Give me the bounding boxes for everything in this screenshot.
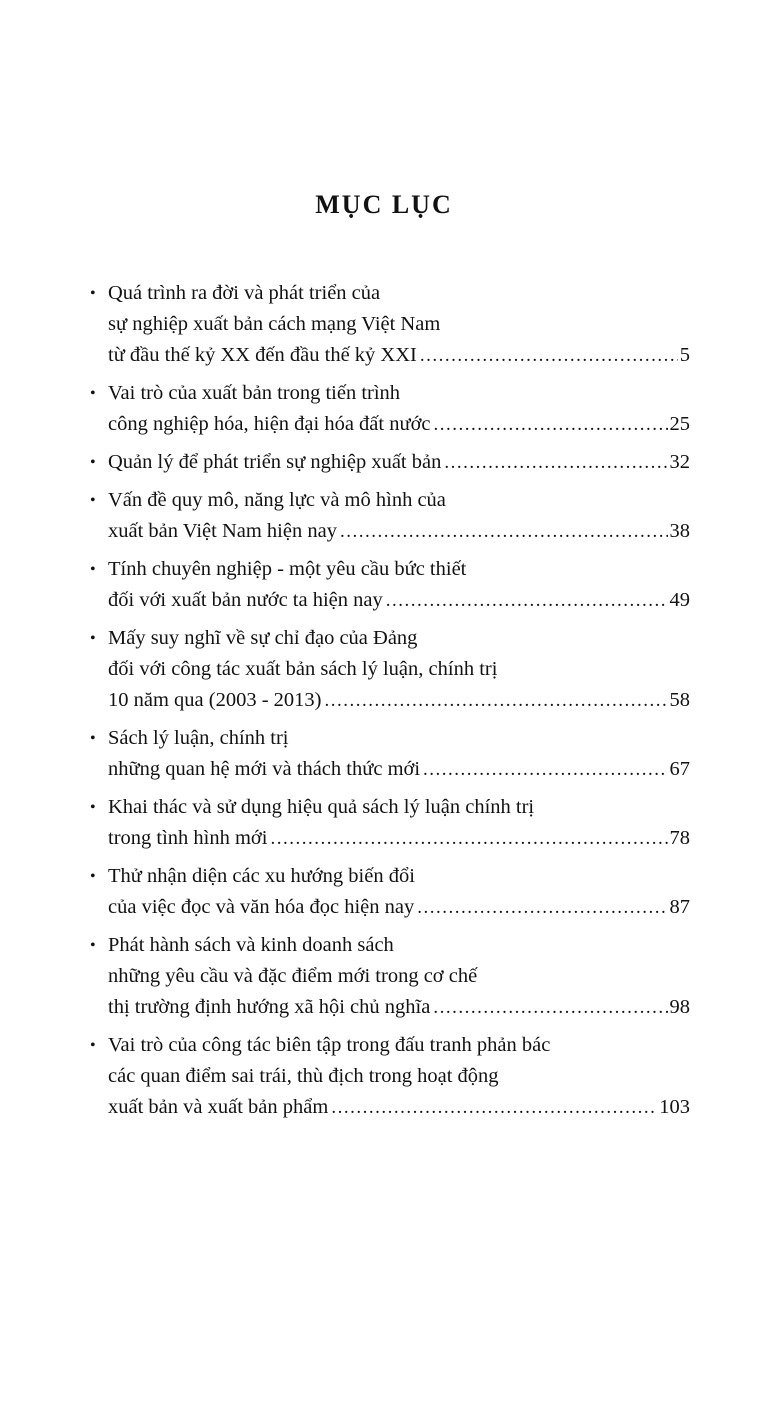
toc-entry-line <box>108 930 690 961</box>
toc-entry-text: Mấy suy nghĩ về sự chỉ đạo của Đảng <box>108 627 418 649</box>
toc-entry-line <box>108 1061 690 1092</box>
toc-entry[interactable] <box>90 278 690 371</box>
toc-entry-last-line <box>108 685 690 716</box>
bullet-icon: • <box>90 630 96 647</box>
table-of-contents-list <box>90 278 690 1123</box>
toc-entry-text: Phát hành sách và kinh doanh sách <box>108 934 394 956</box>
toc-entry-last-line <box>108 340 690 371</box>
bullet-icon: • <box>90 454 96 471</box>
toc-entry-text: xuất bản và xuất bản phẩm <box>108 1096 329 1118</box>
toc-entry-text: Vấn đề quy mô, năng lực và mô hình của <box>108 489 446 511</box>
toc-entry-last-line <box>108 754 690 785</box>
toc-entry[interactable] <box>90 485 690 547</box>
toc-entry-text: sự nghiệp xuất bản cách mạng Việt Nam <box>108 313 441 335</box>
toc-entry[interactable] <box>90 792 690 854</box>
toc-entry-text: Vai trò của xuất bản trong tiến trình <box>108 382 401 404</box>
toc-entry-text: đối với công tác xuất bản sách lý luận, chính trị <box>108 658 498 680</box>
page-title: MỤC LỤC <box>315 190 453 219</box>
toc-entry[interactable] <box>90 554 690 616</box>
toc-entry-line <box>108 961 690 992</box>
toc-entry-text: thị trường định hướng xã hội chủ nghĩa <box>108 996 431 1018</box>
toc-entry[interactable] <box>90 861 690 923</box>
toc-entry-text: xuất bản Việt Nam hiện nay <box>108 520 337 542</box>
bullet-icon: • <box>90 561 96 578</box>
bullet-icon: • <box>90 1037 96 1054</box>
toc-entry-last-line <box>108 447 690 478</box>
bullet-icon: • <box>90 492 96 509</box>
toc-entry-text: công nghiệp hóa, hiện đại hóa đất nước <box>108 413 431 435</box>
toc-entry-last-line <box>108 516 690 547</box>
toc-page-number: 32 <box>669 451 690 473</box>
bullet-icon: • <box>90 285 96 302</box>
dot-leader <box>340 516 668 547</box>
toc-entry[interactable] <box>90 723 690 785</box>
toc-entry-text: Thử nhận diện các xu hướng biến đổi <box>108 865 415 887</box>
toc-entry-text: Quá trình ra đời và phát triển của <box>108 282 381 304</box>
toc-page-number: 58 <box>669 689 690 711</box>
toc-entry-lines <box>108 792 690 854</box>
dot-leader <box>331 1092 657 1123</box>
toc-entry-line <box>108 485 690 516</box>
toc-entry-text: các quan điểm sai trái, thù địch trong hoạt động <box>108 1065 499 1087</box>
toc-entry-last-line <box>108 585 690 616</box>
bullet-icon: • <box>90 730 96 747</box>
toc-entry-lines <box>108 723 690 785</box>
toc-entry-lines <box>108 378 690 440</box>
toc-entry-line <box>108 792 690 823</box>
toc-entry-last-line <box>108 892 690 923</box>
toc-entry-line <box>108 861 690 892</box>
document-page <box>0 190 768 1401</box>
toc-entry-text: những quan hệ mới và thách thức mới <box>108 758 421 780</box>
toc-page-number: 38 <box>669 520 690 542</box>
dot-leader <box>386 585 668 616</box>
toc-page-number: 78 <box>669 827 690 849</box>
dot-leader <box>325 685 668 716</box>
dot-leader <box>433 992 667 1023</box>
toc-entry-lines <box>108 623 690 716</box>
toc-entry-text: Sách lý luận, chính trị <box>108 727 289 749</box>
toc-entry-text: 10 năm qua (2003 - 2013) <box>108 689 322 711</box>
toc-entry-lines <box>108 447 690 478</box>
toc-entry-lines <box>108 861 690 923</box>
bullet-icon: • <box>90 937 96 954</box>
toc-entry-lines <box>108 485 690 547</box>
dot-leader <box>420 340 678 371</box>
toc-page-number: 87 <box>669 896 690 918</box>
toc-entry-last-line <box>108 992 690 1023</box>
toc-page-number: 67 <box>669 758 690 780</box>
toc-entry-lines <box>108 554 690 616</box>
toc-entry-line <box>108 278 690 309</box>
toc-page-number: 98 <box>669 996 690 1018</box>
toc-entry-lines <box>108 278 690 371</box>
dot-leader <box>444 447 667 478</box>
toc-entry-line <box>108 654 690 685</box>
toc-entry-last-line <box>108 1092 690 1123</box>
toc-entry-text: trong tình hình mới <box>108 827 268 849</box>
bullet-icon: • <box>90 799 96 816</box>
toc-entry[interactable] <box>90 447 690 478</box>
toc-entry-text: của việc đọc và văn hóa đọc hiện nay <box>108 896 415 918</box>
toc-entry[interactable] <box>90 930 690 1023</box>
toc-entry-text: Tính chuyên nghiệp - một yêu cầu bức thiết <box>108 558 467 580</box>
toc-entry[interactable] <box>90 623 690 716</box>
toc-entry[interactable] <box>90 378 690 440</box>
toc-entry-line <box>108 723 690 754</box>
toc-entry-lines <box>108 930 690 1023</box>
toc-entry-text: Khai thác và sử dụng hiệu quả sách lý luận chính trị <box>108 796 535 818</box>
dot-leader <box>434 409 668 440</box>
toc-entry-text: những yêu cầu và đặc điểm mới trong cơ chế <box>108 965 478 987</box>
toc-entry-line <box>108 309 690 340</box>
toc-page-number: 103 <box>659 1096 690 1118</box>
toc-entry-last-line <box>108 409 690 440</box>
toc-entry-text: đối với xuất bản nước ta hiện nay <box>108 589 383 611</box>
toc-entry-line <box>108 378 690 409</box>
dot-leader <box>417 892 667 923</box>
toc-entry-text: từ đầu thế kỷ XX đến đầu thế kỷ XXI <box>108 344 417 366</box>
toc-entry-text: Quản lý để phát triển sự nghiệp xuất bản <box>108 451 442 473</box>
toc-entry[interactable] <box>90 1030 690 1123</box>
toc-entry-text: Vai trò của công tác biên tập trong đấu tranh phản bác <box>108 1034 551 1056</box>
toc-entry-last-line <box>108 823 690 854</box>
toc-page-number: 25 <box>669 413 690 435</box>
bullet-icon: • <box>90 385 96 402</box>
toc-entry-lines <box>108 1030 690 1123</box>
dot-leader <box>270 823 667 854</box>
toc-entry-line <box>108 623 690 654</box>
toc-entry-line <box>108 1030 690 1061</box>
dot-leader <box>423 754 667 785</box>
toc-entry-line <box>108 554 690 585</box>
toc-page-number: 49 <box>669 589 690 611</box>
toc-page-number: 5 <box>679 344 690 366</box>
bullet-icon: • <box>90 868 96 885</box>
